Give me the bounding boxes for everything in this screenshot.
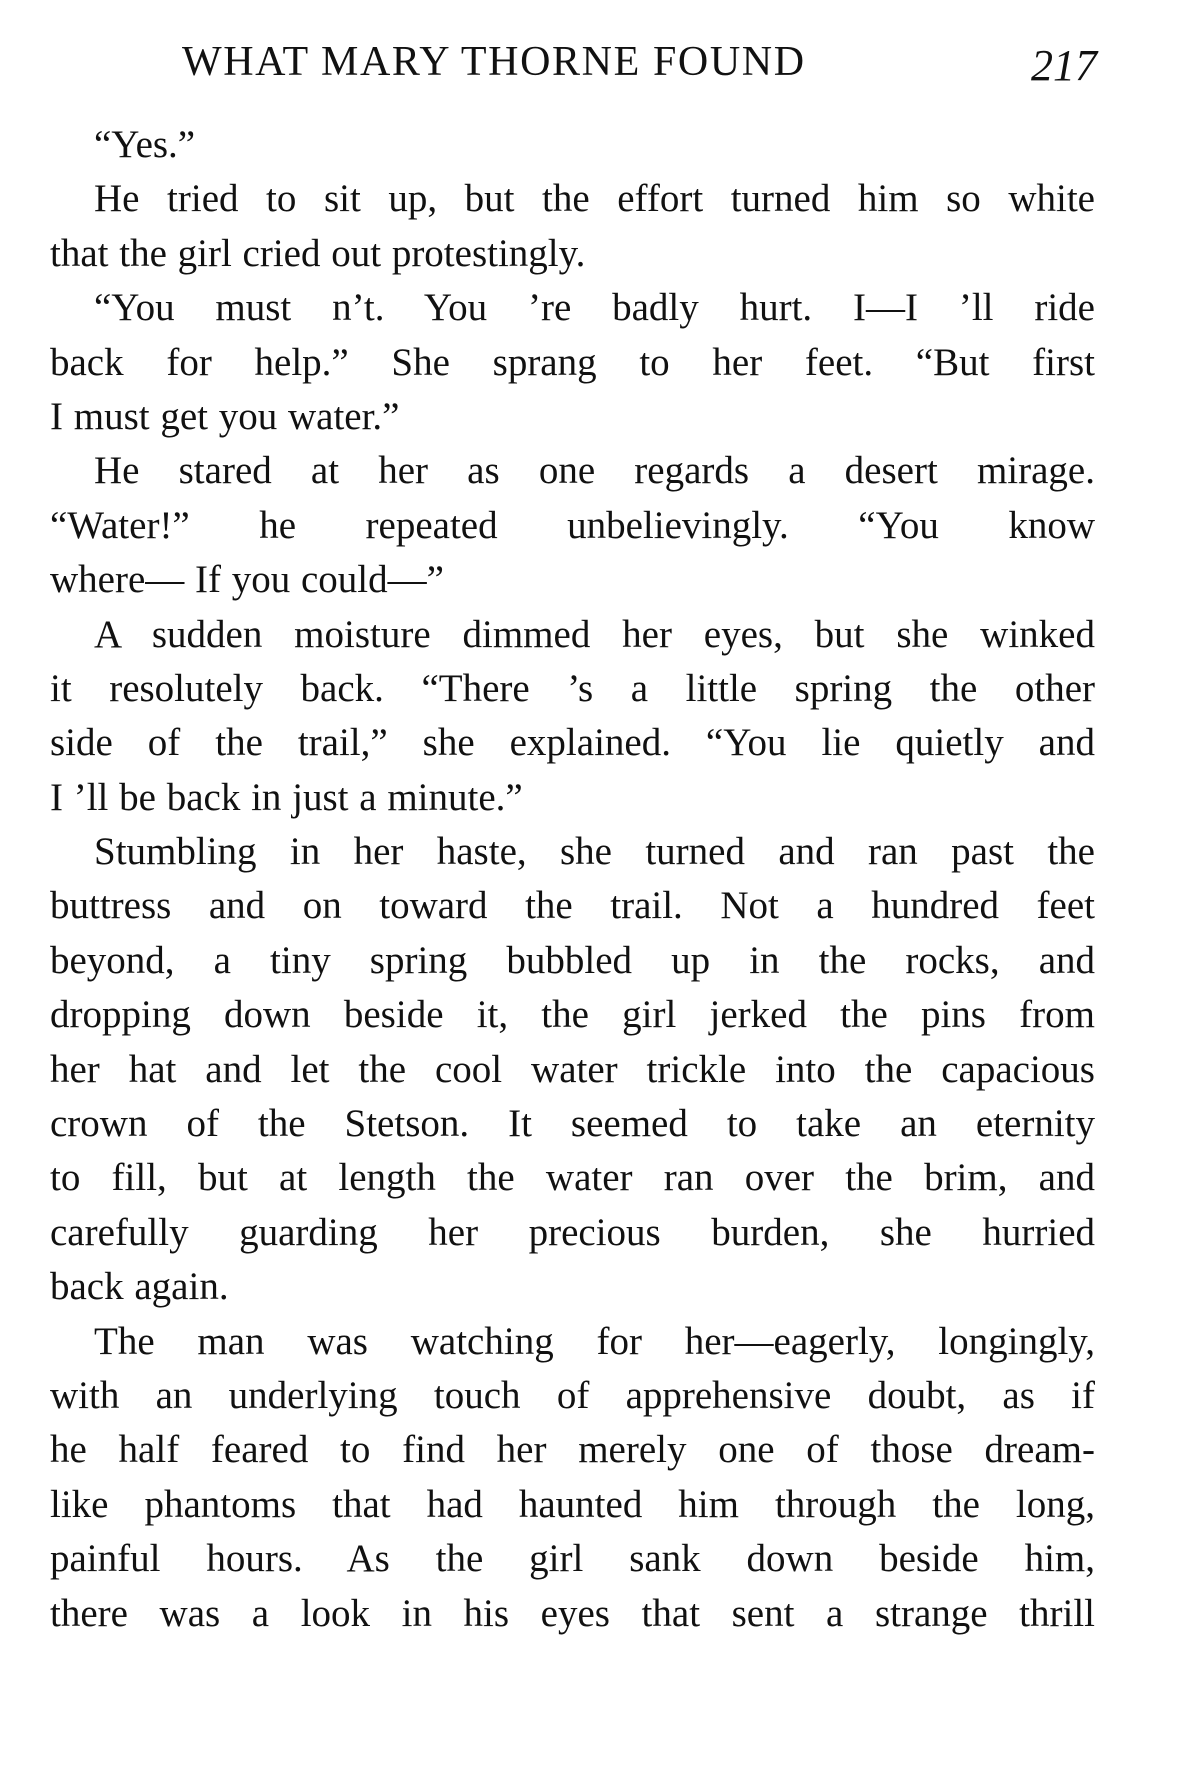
text-line: carefully guarding her precious burden, she hurried (50, 1210, 1095, 1254)
text-line: there was a look in his eyes that sent a strange thrill (50, 1591, 1095, 1635)
text-line: it resolutely back. “There ’s a little spring the other (50, 666, 1095, 710)
text-line: like phantoms that had haunted him through the long, (50, 1482, 1095, 1526)
text-line: painful hours. As the girl sank down beside him, (50, 1537, 1095, 1581)
text-line: back again. (50, 1265, 229, 1309)
running-title: WHAT MARY THORNE FOUND (182, 39, 806, 85)
text-line: beyond, a tiny spring bubbled up in the rocks, and (50, 938, 1095, 982)
text-line: The man was watching for her—eagerly, longingly, (94, 1319, 1095, 1363)
text-line: crown of the Stetson. It seemed to take an eternity (50, 1102, 1095, 1146)
text-line: A sudden moisture dimmed her eyes, but she winked (94, 612, 1095, 656)
body-text (50, 118, 1095, 1641)
text-line: Stumbling in her haste, she turned and ran past the (94, 830, 1095, 874)
text-line: buttress and on toward the trail. Not a hundred feet (50, 884, 1095, 928)
text-line: back for help.” She sprang to her feet. “But first (50, 340, 1095, 384)
text-line: “Water!” he repeated unbelievingly. “You know (50, 503, 1095, 547)
text-line: he half feared to find her merely one of those dream- (50, 1428, 1095, 1472)
running-head (182, 34, 1097, 90)
text-line: with an underlying touch of apprehensive doubt, as if (50, 1373, 1095, 1417)
text-line: her hat and let the cool water trickle into the capacious (50, 1047, 1095, 1091)
text-line: that the girl cried out protestingly. (50, 231, 586, 275)
text-line: where— If you could—” (50, 558, 444, 602)
text-line: “Yes.” (94, 123, 196, 166)
text-line: side of the trail,” she explained. “You lie quietly and (50, 721, 1095, 765)
text-line: I ’ll be back in just a minute.” (50, 775, 523, 819)
text-line: to fill, but at length the water ran over the brim, and (50, 1156, 1095, 1200)
text-line: I must get you water.” (50, 394, 400, 438)
text-line: “You must n’t. You ’re badly hurt. I—I ’ll ride (94, 286, 1095, 330)
text-line: He stared at her as one regards a desert mirage. (94, 449, 1095, 493)
text-line: He tried to sit up, but the effort turned him so white (94, 177, 1095, 221)
text-line: dropping down beside it, the girl jerked the pins from (50, 993, 1095, 1037)
page-number: 217 (1031, 41, 1097, 90)
